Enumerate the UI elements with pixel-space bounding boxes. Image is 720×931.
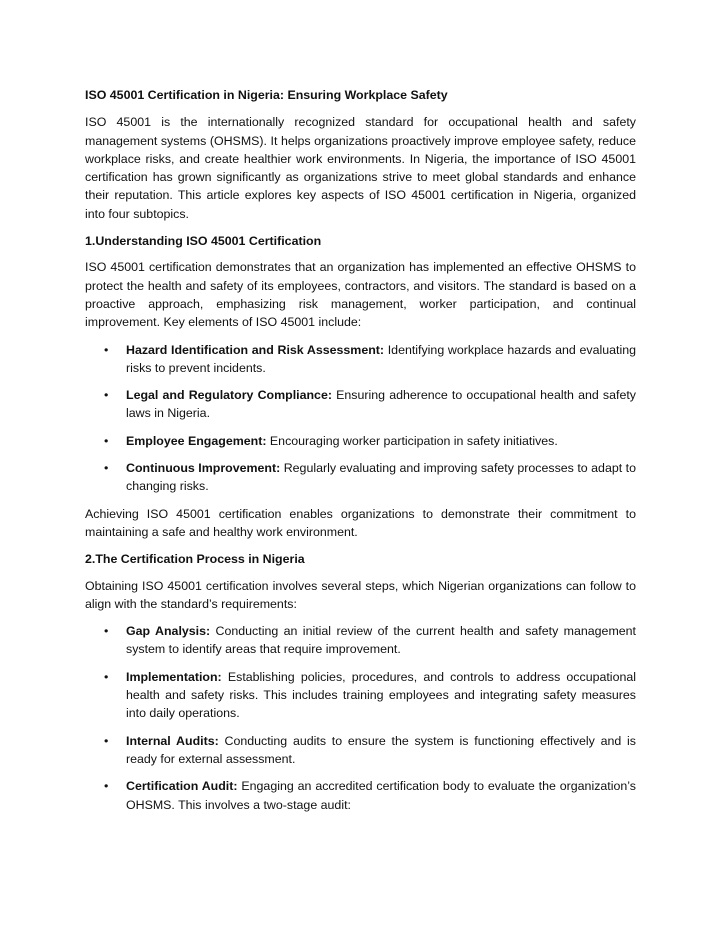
section-1-list [85,341,636,496]
list-item [85,459,636,496]
intro-paragraph: ISO 45001 is the internationally recognized standard for occupational health and safety management systems (OHSMS). It helps organizations proactively improve employee safety, reduce workplace risks, and create healthier work environments. In Nigeria, the importance of ISO 45001 certification has grown significantly as organizations strive to meet global standards and enhance their reputation. This article explores key aspects of ISO 45001 certification in Nigeria, organized into four subtopics. [85,115,636,221]
list-item-text: Conducting audits to ensure the system is functioning effectively and is ready for external assessment. [126,733,636,766]
bullet-icon: • [104,669,109,684]
section-1-paragraph: ISO 45001 certification demonstrates that an organization has implemented an effective OHSMS to protect the health and safety of its employees, contractors, and visitors. The standard is based on a proactive approach, emphasizing risk management, worker participation, and continual improvement. Key elements of ISO 45001 include: [85,260,636,330]
bullet-icon: • [104,733,109,748]
bullet-icon: • [104,433,109,448]
list-item [85,622,636,659]
list-item-term: Internal Audits: [126,733,219,748]
list-item [85,341,636,378]
list-item-text: Ensuring adherence to occupational health and safety laws in Nigeria. [126,388,636,421]
list-item-text: Regularly evaluating and improving safety processes to adapt to changing risks. [126,461,636,494]
list-item [85,668,636,723]
section-2-paragraph: Obtaining ISO 45001 certification involves several steps, which Nigerian organizations can follow to align with the standard’s requirements: [85,578,636,611]
bullet-icon: • [104,624,109,639]
list-item [85,386,636,423]
list-item-text: Encouraging worker participation in safety initiatives. [266,433,558,448]
section-1-heading: 1.Understanding ISO 45001 Certification [85,234,322,249]
document-title: ISO 45001 Certification in Nigeria: Ensuring Workplace Safety [85,88,448,102]
list-item-term: Employee Engagement: [126,433,267,448]
list-item [85,432,636,450]
list-item [85,732,636,769]
list-item-term: Implementation: [126,669,222,684]
bullet-icon: • [104,779,109,794]
list-item-term: Hazard Identification and Risk Assessment: [126,342,385,357]
list-item [85,777,636,814]
bullet-icon: • [104,342,109,357]
document-page [85,86,636,823]
section-2-list [85,622,636,814]
list-item-term: Gap Analysis: [126,624,211,639]
list-item-text: Conducting an initial review of the current health and safety management system to identify areas that require improvement. [126,624,636,657]
list-item-text: Engaging an accredited certification body to evaluate the organization’s OHSMS. This involves a two-stage audit: [126,779,636,812]
bullet-icon: • [104,388,109,403]
bullet-icon: • [104,461,109,476]
list-item-term: Continuous Improvement: [126,461,281,476]
section-2-heading: 2.The Certification Process in Nigeria [85,552,305,567]
list-item-term: Legal and Regulatory Compliance: [126,388,332,403]
list-item-text: Identifying workplace hazards and evaluating risks to prevent incidents. [126,342,636,375]
section-1-closing: Achieving ISO 45001 certification enables organizations to demonstrate their commitment to maintaining a safe and healthy work environment. [85,506,636,539]
list-item-term: Certification Audit: [126,779,238,794]
list-item-text: Establishing policies, procedures, and controls to address occupational health and safety risks. This includes training employees and integrating safety measures into daily operations. [126,669,636,721]
